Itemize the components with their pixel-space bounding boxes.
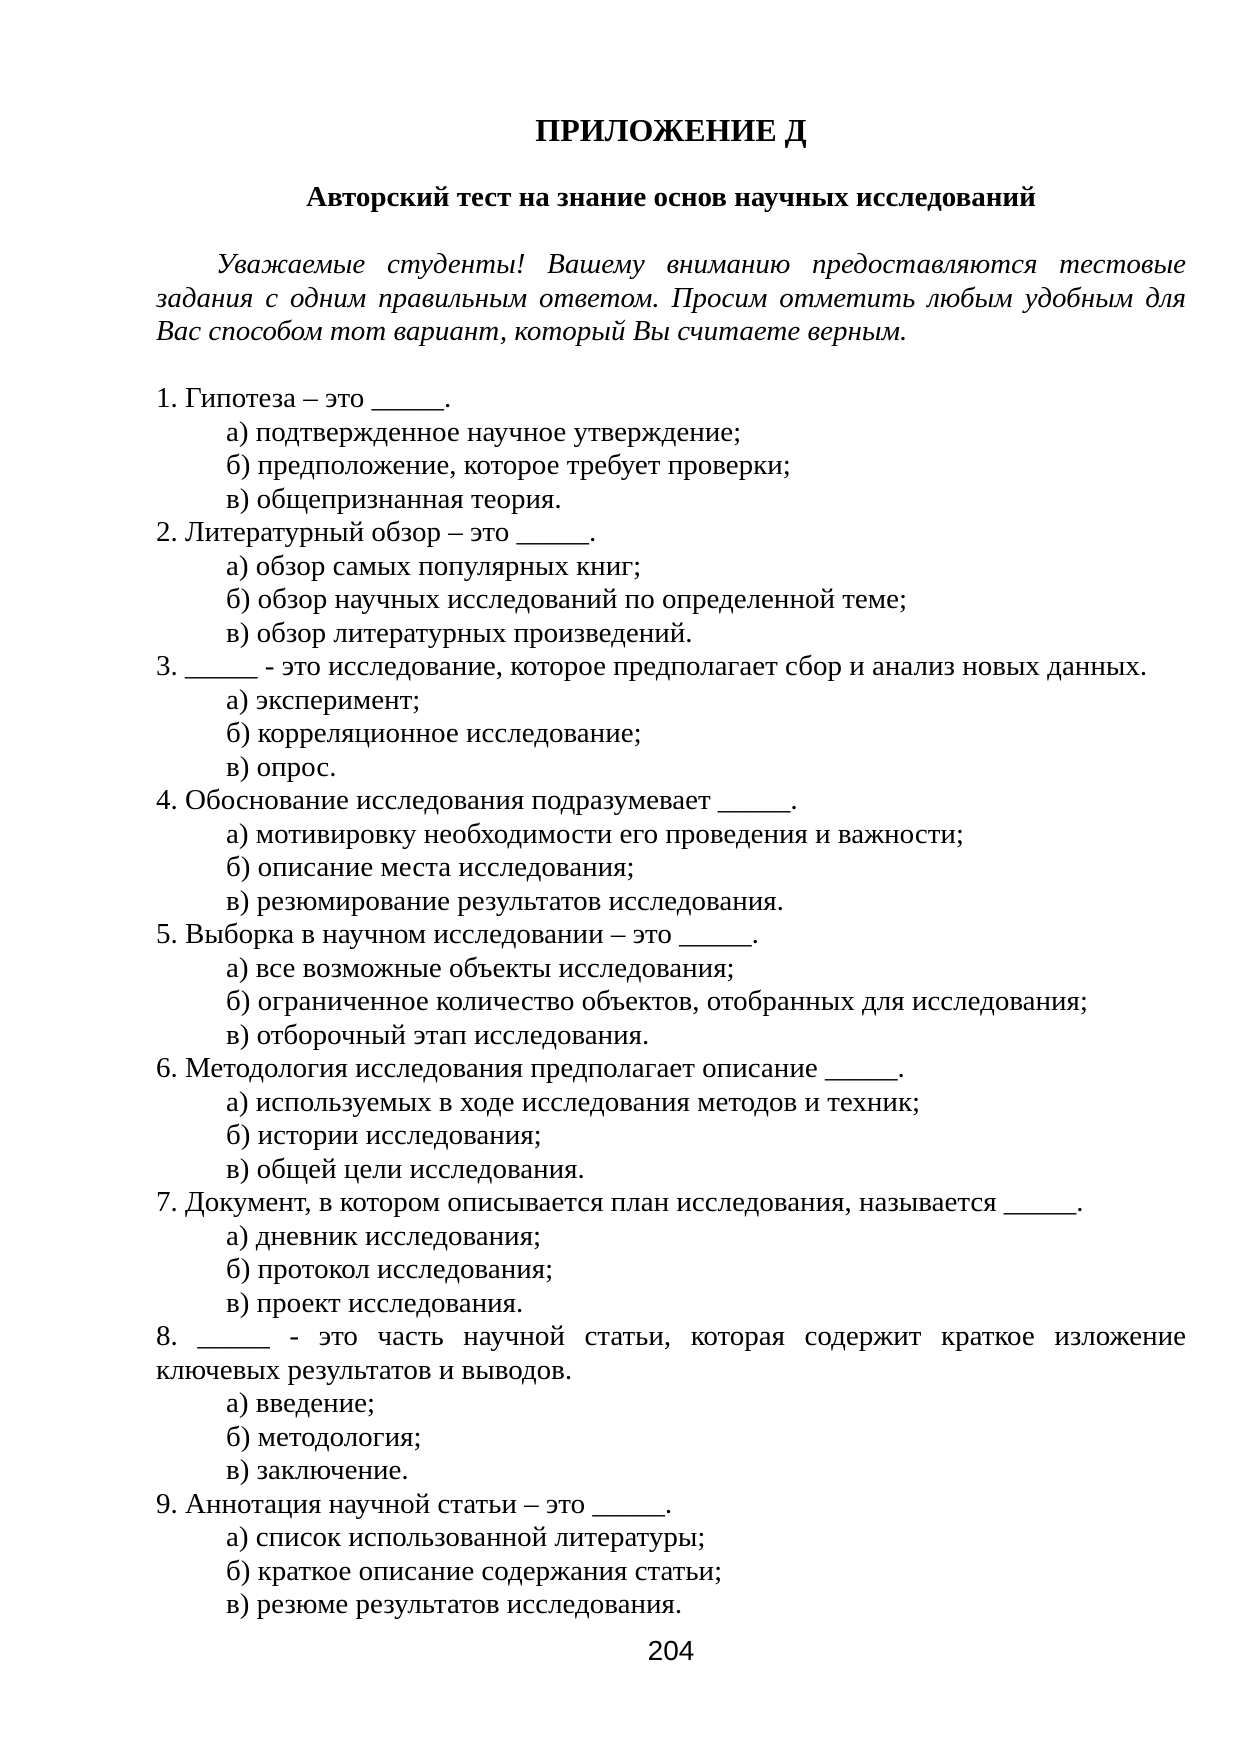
answer-option: в) резюмирование результатов исследования. bbox=[226, 884, 784, 917]
answer-option: а) мотивировку необходимости его проведения и важности; bbox=[226, 817, 964, 850]
answer-option: а) используемых в ходе исследования методов и техник; bbox=[226, 1085, 921, 1118]
answer-option: в) резюме результатов исследования. bbox=[226, 1588, 683, 1620]
answer-option: а) дневник исследования; bbox=[226, 1219, 542, 1252]
answer-option: в) общепризнанная теория. bbox=[226, 482, 562, 515]
answer-option: в) обзор литературных произведений. bbox=[226, 616, 693, 649]
question-line: 4. Обоснование исследования подразумевает _____. bbox=[156, 784, 798, 816]
spacer bbox=[156, 215, 1186, 249]
answer-option: в) общей цели исследования. bbox=[226, 1152, 585, 1185]
page-number: 204 bbox=[647, 1634, 695, 1666]
appendix-title: ПРИЛОЖЕНИЕ Д bbox=[535, 112, 807, 148]
answer-option: б) краткое описание содержания статьи; bbox=[226, 1554, 723, 1587]
question-line: 5. Выборка в научном исследовании – это _____. bbox=[156, 918, 759, 950]
answer-option: б) истории исследования; bbox=[226, 1119, 542, 1151]
answer-option: а) эксперимент; bbox=[226, 683, 421, 716]
question-line: ключевых результатов и выводов. bbox=[156, 1353, 573, 1386]
answer-option: б) протокол исследования; bbox=[226, 1253, 554, 1285]
answer-option: б) методология; bbox=[226, 1420, 422, 1453]
question-line: 6. Методология исследования предполагает описание _____. bbox=[156, 1052, 905, 1084]
intro-paragraph bbox=[156, 248, 1186, 349]
answer-option: а) обзор самых популярных книг; bbox=[226, 549, 642, 582]
answer-option: б) описание места исследования; bbox=[226, 851, 635, 883]
question-line: 8. _____ - это часть научной статьи, которая содержит краткое изложение bbox=[156, 1320, 1186, 1352]
answer-option: б) предположение, которое требует проверки; bbox=[226, 449, 791, 481]
answer-option: б) ограниченное количество объектов, отобранных для исследования; bbox=[226, 985, 1088, 1017]
intro-line: Вас способом тот вариант, который Вы считаете верным. bbox=[156, 315, 908, 347]
question-line: 7. Документ, в котором описывается план исследования, называется _____. bbox=[156, 1186, 1084, 1218]
question-line: 3. _____ - это исследование, которое предполагает сбор и анализ новых данных. bbox=[156, 650, 1148, 682]
test-title: Авторский тест на знание основ научных исследований bbox=[306, 181, 1036, 213]
spacer bbox=[156, 148, 1186, 182]
question-line: 9. Аннотация научной статьи – это _____. bbox=[156, 1487, 673, 1520]
intro-line: Уважаемые студенты! Вашему вниманию предоставляются тестовые bbox=[216, 248, 1186, 280]
text-column bbox=[156, 114, 1186, 1666]
answer-option: а) введение; bbox=[226, 1387, 376, 1419]
answer-option: в) опрос. bbox=[226, 750, 337, 783]
answer-option: а) все возможные объекты исследования; bbox=[226, 951, 735, 984]
answer-option: а) список использованной литературы; bbox=[226, 1521, 706, 1553]
question-line: 1. Гипотеза – это _____. bbox=[156, 382, 452, 414]
answer-option: в) проект исследования. bbox=[226, 1286, 524, 1319]
intro-line: задания с одним правильным ответом. Просим отметить любым удобным для bbox=[156, 281, 1186, 314]
answer-option: в) заключение. bbox=[226, 1454, 409, 1486]
spacer bbox=[156, 349, 1186, 383]
questions-block bbox=[156, 382, 1186, 1622]
question-line: 2. Литературный обзор – это _____. bbox=[156, 516, 597, 548]
answer-option: в) отборочный этап исследования. bbox=[226, 1018, 650, 1051]
answer-option: б) обзор научных исследований по определенной теме; bbox=[226, 583, 908, 615]
answer-option: б) корреляционное исследование; bbox=[226, 717, 642, 749]
answer-option: а) подтвержденное научное утверждение; bbox=[226, 415, 742, 448]
